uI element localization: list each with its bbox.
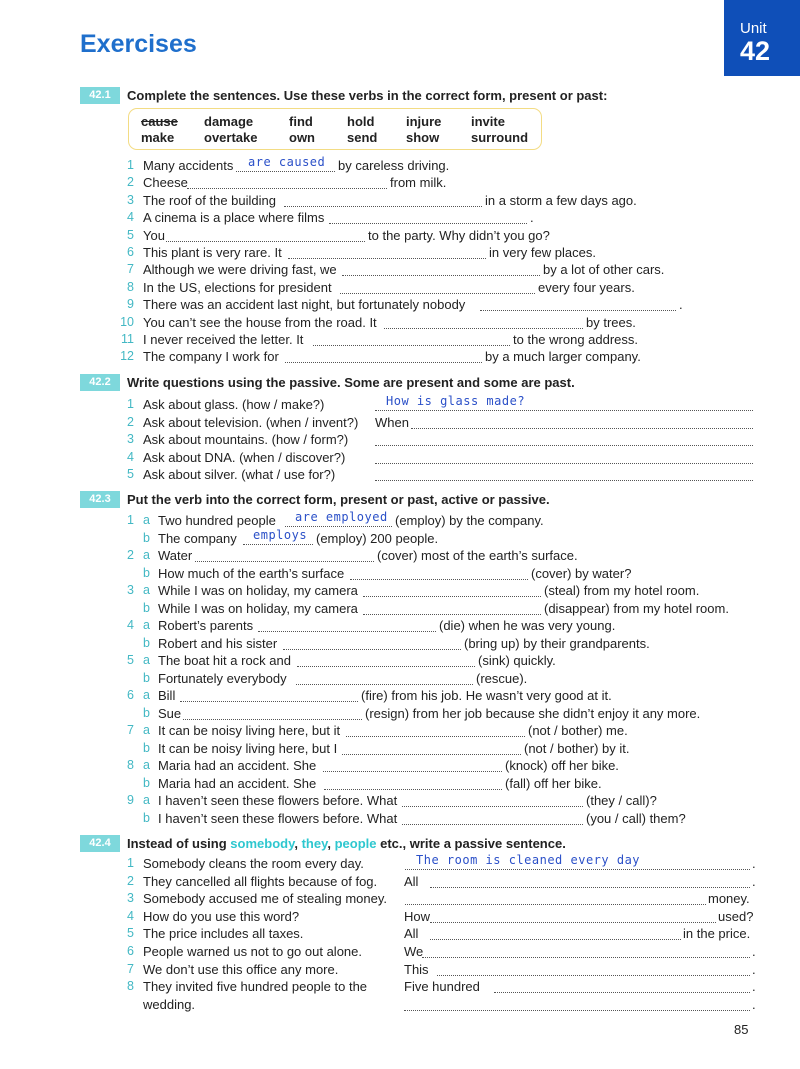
verb-surround: surround	[471, 130, 529, 145]
item-number: 9	[127, 793, 134, 807]
item-number: 3	[127, 192, 134, 207]
question-prompt: Ask about television. (when / invent?)	[143, 414, 359, 430]
item-text-end: in a storm a few days ago.	[485, 192, 637, 208]
unit-tab	[724, 0, 800, 76]
instruction-separator: ,	[327, 836, 335, 851]
item-text-end: by a lot of other cars.	[543, 262, 665, 278]
item-text-end: (fall) off her bike.	[505, 775, 602, 791]
item-number: 8	[127, 279, 134, 294]
answer-blank[interactable]	[430, 939, 681, 940]
item-letter: a	[143, 758, 150, 772]
item-text: Maria had an accident. She	[158, 758, 317, 773]
answer-blank[interactable]	[402, 806, 583, 807]
item-letter: a	[143, 688, 150, 702]
answer-blank[interactable]	[346, 736, 525, 737]
exercise-instruction-42-2: Write questions using the passive. Some are present and some are past.	[127, 375, 575, 390]
item-letter: a	[143, 653, 150, 667]
item-number: 12	[120, 349, 134, 364]
item-letter: b	[143, 740, 150, 755]
item-text-end: (steal) from my hotel room.	[544, 583, 700, 598]
item-text: Robert and his sister	[158, 635, 278, 651]
item-number: 11	[121, 332, 134, 346]
item-text: You can’t see the house from the road. It	[143, 314, 377, 330]
item-text: Although we were driving fast, we	[143, 262, 337, 278]
item-text-end: (knock) off her bike.	[505, 758, 619, 773]
item-text: The company I work for	[143, 349, 279, 365]
item-letter: b	[143, 565, 150, 580]
answer-blank[interactable]	[375, 445, 753, 446]
answer-blank[interactable]	[402, 824, 583, 825]
item-number: 2	[127, 873, 134, 888]
item-text-end: (cover) most of the earth’s surface.	[377, 548, 578, 563]
answer-blank[interactable]	[288, 258, 486, 259]
answer-blank[interactable]	[166, 241, 365, 242]
answer-start: When	[375, 414, 409, 430]
answer-end: money.	[708, 891, 750, 907]
item-number: 4	[127, 908, 134, 923]
exercise-badge-42-2: 42.2	[80, 374, 120, 391]
verb-invite: invite	[471, 114, 505, 129]
item-number: 7	[127, 961, 134, 976]
answer-blank[interactable]	[375, 463, 753, 464]
item-text-end: (employ) 200 people.	[316, 530, 439, 546]
item-number: 7	[127, 262, 134, 277]
item-number: 6	[127, 944, 134, 958]
item-text: The boat hit a rock and	[158, 653, 291, 668]
answer-blank[interactable]	[313, 345, 510, 346]
answer-blank[interactable]	[384, 328, 583, 329]
answer-blank[interactable]	[411, 428, 753, 429]
answer-start: This	[404, 961, 429, 977]
original-sentence: Somebody cleans the room every day.	[143, 856, 364, 871]
item-text: Two hundred people	[158, 513, 276, 528]
answer-blank[interactable]	[187, 188, 387, 189]
item-number: 7	[127, 723, 134, 737]
item-number: 4	[127, 210, 134, 225]
item-number: 3	[127, 583, 134, 597]
answer-start: We	[404, 944, 424, 959]
answer-blank[interactable]	[342, 754, 521, 755]
item-text-end: (you / call) them?	[586, 810, 686, 826]
item-letter: a	[143, 618, 150, 632]
exercise-badge-42-4: 42.4	[80, 835, 120, 852]
item-text: The roof of the building	[143, 192, 276, 208]
instruction-text-start: Instead of using	[127, 836, 231, 851]
answer-blank[interactable]	[258, 631, 436, 632]
exercise-instruction-42-4	[127, 836, 566, 851]
handwritten-answer: are caused	[248, 155, 326, 169]
item-letter: b	[143, 775, 150, 790]
answer-blank[interactable]	[329, 223, 527, 224]
verb-send: send	[347, 130, 378, 145]
item-letter: b	[143, 600, 150, 615]
answer-blank[interactable]	[324, 789, 502, 790]
answer-blank[interactable]	[494, 992, 750, 993]
keyword-people: people	[334, 836, 377, 851]
answer-blank[interactable]	[236, 171, 335, 172]
item-number: 3	[127, 891, 134, 906]
item-text-end: (resign) from her job because she didn’t enjoy it any more.	[365, 705, 701, 721]
item-text-end: (rescue).	[476, 670, 528, 686]
keyword-they: they	[301, 836, 328, 851]
item-letter: a	[143, 548, 150, 562]
unit-number: 42	[740, 36, 771, 66]
verb-damage: damage	[204, 114, 254, 129]
original-sentence: We don’t use this office any more.	[143, 961, 339, 977]
item-letter: a	[143, 583, 150, 597]
answer-blank[interactable]	[375, 410, 753, 411]
item-text-end: (fire) from his job. He wasn’t very good at it.	[361, 688, 612, 703]
answer-blank[interactable]	[375, 480, 753, 481]
handwritten-answer: The room is cleaned every day	[416, 853, 641, 867]
item-number: 1	[127, 856, 134, 870]
item-text-end: .	[679, 297, 683, 313]
answer-start: How	[404, 908, 431, 924]
item-text: While I was on holiday, my camera	[158, 583, 358, 598]
keyword-somebody: somebody	[230, 836, 295, 851]
item-text: Water	[158, 548, 193, 563]
answer-end: .	[752, 979, 756, 995]
item-letter: b	[143, 530, 150, 545]
item-letter: b	[143, 670, 150, 685]
page-title: Exercises	[80, 30, 197, 58]
answer-blank[interactable]	[297, 666, 475, 667]
item-number: 5	[127, 653, 134, 667]
instruction-separator: ,	[294, 836, 302, 851]
verb-show: show	[406, 130, 440, 145]
item-text-end: (die) when he was very young.	[439, 618, 616, 633]
answer-blank[interactable]	[340, 293, 535, 294]
verb-make: make	[141, 130, 175, 145]
answer-blank[interactable]	[296, 684, 473, 685]
verb-overtake: overtake	[204, 130, 258, 145]
verb-injure: injure	[406, 114, 442, 129]
answer-blank[interactable]	[405, 904, 706, 905]
answer-end: .	[752, 873, 756, 889]
item-text: I haven’t seen these flowers before. What	[158, 810, 398, 826]
item-text-end: by trees.	[586, 314, 636, 330]
item-text: How much of the earth’s surface	[158, 565, 345, 581]
item-text: While I was on holiday, my camera	[158, 600, 358, 616]
item-text: Maria had an accident. She	[158, 775, 317, 791]
question-prompt: Ask about silver. (what / use for?)	[143, 467, 336, 483]
item-text: It can be noisy living here, but I	[158, 740, 338, 756]
page-number: 85	[734, 1022, 749, 1037]
instruction-text-end: etc., write a passive sentence.	[376, 836, 566, 851]
answer-blank[interactable]	[284, 206, 482, 207]
item-text: This plant is very rare. It	[143, 245, 282, 260]
handwritten-answer: How is glass made?	[386, 394, 526, 408]
answer-blank[interactable]	[350, 579, 528, 580]
answer-end: .	[752, 961, 756, 977]
item-text: Sue	[158, 705, 182, 721]
answer-blank[interactable]	[243, 544, 313, 545]
item-letter: a	[143, 723, 150, 737]
question-prompt: Ask about mountains. (how / form?)	[143, 432, 349, 448]
item-text-end: from milk.	[390, 175, 447, 191]
original-sentence-cont: wedding.	[143, 996, 196, 1012]
item-number: 1	[127, 397, 134, 411]
item-letter: b	[143, 810, 150, 825]
item-text-end: (employ) by the company.	[395, 513, 544, 528]
item-text-end: (bring up) by their grandparents.	[464, 635, 650, 651]
answer-start: All	[404, 873, 419, 889]
exercise-instruction-42-3: Put the verb into the correct form, present or past, active or passive.	[127, 492, 550, 507]
answer-blank[interactable]	[183, 719, 362, 720]
original-sentence: They invited five hundred people to the	[143, 979, 368, 995]
item-number: 1	[127, 513, 134, 527]
verb-own: own	[289, 130, 315, 145]
answer-blank[interactable]	[363, 596, 541, 597]
item-text: The company	[158, 530, 237, 546]
item-text-end: in very few places.	[489, 245, 596, 260]
item-number: 5	[127, 227, 134, 242]
item-text-end: (cover) by water?	[531, 565, 632, 581]
item-text-end: to the wrong address.	[513, 332, 639, 347]
item-letter: b	[143, 635, 150, 650]
item-text-end: (not / bother) me.	[528, 723, 628, 738]
answer-end: .	[752, 856, 756, 871]
item-text: I haven’t seen these flowers before. What	[158, 793, 398, 808]
item-number: 5	[127, 926, 134, 941]
answer-blank[interactable]	[480, 310, 676, 311]
answer-blank[interactable]	[323, 771, 502, 772]
answer-blank[interactable]	[422, 957, 750, 958]
verb-cause: cause	[141, 114, 178, 129]
exercise-badge-42-1: 42.1	[80, 87, 120, 104]
item-number: 2	[127, 414, 134, 429]
answer-blank[interactable]	[283, 649, 461, 650]
answer-blank[interactable]	[430, 887, 750, 888]
item-text: You	[143, 227, 165, 243]
answer-end: .	[752, 944, 756, 959]
item-number: 2	[127, 175, 134, 190]
original-sentence: How do you use this word?	[143, 908, 300, 924]
item-letter: a	[143, 513, 150, 527]
item-number: 4	[127, 449, 134, 464]
item-text: I never received the letter. It	[143, 332, 304, 347]
item-text-end: (not / bother) by it.	[524, 740, 630, 756]
item-text: Many accidents	[143, 158, 234, 173]
original-sentence: Somebody accused me of stealing money.	[143, 891, 388, 907]
item-text: Cheese	[143, 175, 188, 191]
item-number: 6	[127, 688, 134, 702]
answer-end: in the price.	[683, 926, 751, 942]
answer-blank[interactable]	[342, 275, 540, 276]
original-sentence: People warned us not to go out alone.	[143, 944, 362, 959]
item-text-end: to the party. Why didn’t you go?	[368, 227, 550, 243]
item-letter: a	[143, 793, 150, 807]
item-text-end: every four years.	[538, 279, 635, 295]
item-number: 5	[127, 467, 134, 482]
item-number: 1	[127, 158, 134, 172]
item-text: Robert’s parents	[158, 618, 254, 633]
item-number: 8	[127, 979, 134, 994]
answer-end: used?	[718, 908, 754, 924]
item-text: In the US, elections for president	[143, 279, 332, 295]
answer-start: Five hundred	[404, 979, 480, 995]
answer-blank[interactable]	[180, 701, 358, 702]
item-text-end: (sink) quickly.	[478, 653, 556, 668]
exercise-badge-42-3: 42.3	[80, 491, 120, 508]
exercise-instruction-42-1: Complete the sentences. Use these verbs in the correct form, present or past:	[127, 88, 608, 103]
handwritten-answer: employs	[253, 527, 308, 542]
item-text: Fortunately everybody	[158, 670, 287, 686]
item-text: There was an accident last night, but fortunately nobody	[143, 297, 466, 313]
answer-blank[interactable]	[404, 1010, 750, 1011]
item-text-end: (disappear) from my hotel room.	[544, 600, 729, 616]
item-number: 4	[127, 618, 134, 632]
answer-blank[interactable]	[405, 869, 750, 870]
handwritten-answer: are employed	[295, 510, 388, 524]
verb-hold: hold	[347, 114, 375, 129]
verb-find: find	[289, 114, 313, 129]
item-text: Bill	[158, 688, 176, 703]
item-text: A cinema is a place where films	[143, 210, 325, 226]
unit-label: Unit	[740, 20, 767, 37]
item-text-end: .	[530, 210, 534, 226]
answer-blank[interactable]	[437, 975, 750, 976]
question-prompt: Ask about DNA. (when / discover?)	[143, 449, 346, 465]
original-sentence: The price includes all taxes.	[143, 926, 304, 942]
answer-blank[interactable]	[363, 614, 541, 615]
original-sentence: They cancelled all flights because of fog.	[143, 873, 378, 889]
item-text-end: (they / call)?	[586, 793, 657, 808]
answer-start: All	[404, 926, 419, 942]
item-number: 8	[127, 758, 134, 772]
item-letter: b	[143, 705, 150, 720]
answer-end: .	[752, 996, 756, 1012]
item-text-end: by careless driving.	[338, 158, 450, 173]
item-text: It can be noisy living here, but it	[158, 723, 341, 738]
question-prompt: Ask about glass. (how / make?)	[143, 397, 325, 412]
answer-blank[interactable]	[430, 922, 716, 923]
answer-blank[interactable]	[285, 362, 482, 363]
item-number: 6	[127, 245, 134, 259]
item-number: 3	[127, 432, 134, 447]
item-number: 9	[127, 297, 134, 312]
item-number: 10	[120, 314, 134, 329]
item-text-end: by a much larger company.	[485, 349, 641, 365]
answer-blank[interactable]	[195, 561, 374, 562]
item-number: 2	[127, 548, 134, 562]
